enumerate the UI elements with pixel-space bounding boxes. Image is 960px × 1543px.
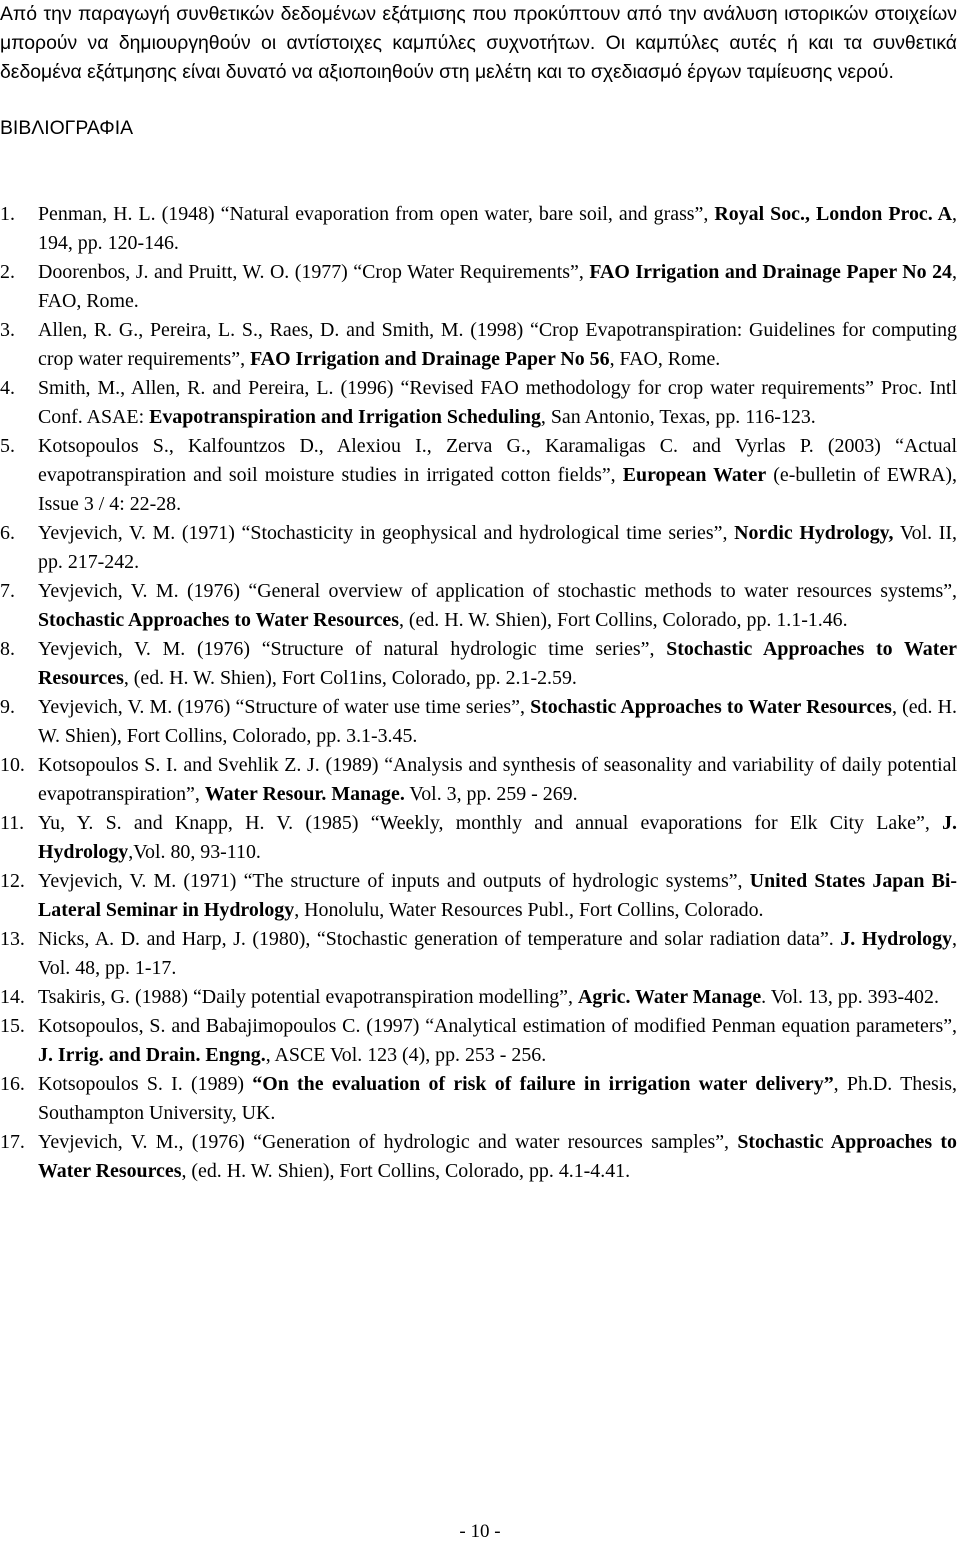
reference-number: 3. xyxy=(0,319,15,341)
reference-source: J. Irrig. and Drain. Engng. xyxy=(38,1044,266,1066)
reference-text: Yevjevich, V. M. (1976) “General overview of application of stochastic methods to water resources systems”, xyxy=(38,580,957,602)
reference-text: Kotsopoulos, S. and Babajimopoulos C. (1997) “Analytical estimation of modified Penman equation parameters”, xyxy=(38,1015,957,1037)
reference-details: , (ed. H. W. Shien), Fort Collins, Colorado, pp. 1.1-1.46. xyxy=(398,609,848,631)
reference-text: Yevjevich, V. M., (1976) “Generation of hydrologic and water resources samples”, xyxy=(38,1131,738,1153)
reference-details: , Ph.D. Thesis, Southampton University, UK. xyxy=(38,1073,958,1124)
reference-list xyxy=(0,200,957,1186)
reference-number: 11. xyxy=(0,812,25,834)
reference-details: , Vol. 48, pp. 1-17. xyxy=(38,928,957,979)
reference-item xyxy=(0,751,957,809)
reference-source: J. Hydrology xyxy=(38,812,957,863)
reference-text: Kotsopoulos S., Kalfountzos D., Alexiou I., Zerva G., Karamaligas C. and Vyrlas P. (2003) “Actual evapotranspiration and soil moisture studies in irrigated cotton fields”, xyxy=(38,435,957,486)
reference-details: , San Antonio, Texas, pp. 116-123. xyxy=(540,406,816,428)
reference-item xyxy=(0,925,957,983)
reference-text: Yevjevich, V. M. (1976) “Structure of natural hydrologic time series”, xyxy=(38,638,667,660)
reference-item xyxy=(0,983,957,1012)
reference-source: Water Resour. Manage. xyxy=(204,783,405,805)
reference-source: United States Japan Bi-Lateral Seminar in Hydrology xyxy=(38,870,957,921)
reference-text: Yevjevich, V. M. (1976) “Structure of water use time series”, xyxy=(38,696,531,718)
reference-number: 7. xyxy=(0,580,15,602)
reference-text: Penman, H. L. (1948) “Natural evaporation from open water, bare soil, and grass”, xyxy=(38,203,715,225)
reference-text: Yevjevich, V. M. (1971) “The structure of inputs and outputs of hydrologic systems”, xyxy=(38,870,750,892)
reference-item xyxy=(0,867,957,925)
reference-source: Stochastic Approaches to Water Resources xyxy=(38,1131,957,1182)
reference-number: 12. xyxy=(0,870,25,892)
reference-number: 2. xyxy=(0,261,15,283)
reference-number: 4. xyxy=(0,377,15,399)
reference-item xyxy=(0,519,957,577)
reference-details: , FAO, Rome. xyxy=(609,348,721,370)
reference-details: Vol. II, pp. 217-242. xyxy=(38,522,957,573)
reference-number: 15. xyxy=(0,1015,25,1037)
reference-details: , (ed. H. W. Shien), Fort Collins, Colorado, pp. 3.1-3.45. xyxy=(38,696,957,747)
reference-source: Nordic Hydrology, xyxy=(734,522,894,544)
reference-item xyxy=(0,432,957,519)
page-number: - 10 - xyxy=(459,1521,501,1542)
reference-source: Stochastic Approaches to Water Resources xyxy=(530,696,892,718)
reference-text: Kotsopoulos S. I. and Svehlik Z. J. (1989) “Analysis and synthesis of seasonality and variability of daily potential evapotranspiration”, xyxy=(38,754,957,805)
reference-source: FAO Irrigation and Drainage Paper No 24 xyxy=(589,261,953,283)
reference-number: 6. xyxy=(0,522,15,544)
reference-item xyxy=(0,635,957,693)
reference-item xyxy=(0,1128,957,1186)
reference-text: Yu, Y. S. and Knapp, H. V. (1985) “Weekly, monthly and annual evaporations for Elk City Lake”, xyxy=(38,812,943,834)
reference-number: 8. xyxy=(0,638,15,660)
reference-number: 14. xyxy=(0,986,25,1008)
reference-item xyxy=(0,809,957,867)
bibliography-heading: ΒΙΒΛΙΟΓΡΑΦΙΑ xyxy=(0,117,134,139)
reference-text: Allen, R. G., Pereira, L. S., Raes, D. and Smith, M. (1998) “Crop Evapotranspiration: Guidelines for computing crop water requirements”, xyxy=(38,319,957,370)
reference-number: 10. xyxy=(0,754,25,776)
reference-item xyxy=(0,693,957,751)
reference-text: Yevjevich, V. M. (1971) “Stochasticity in geophysical and hydrological time series”, xyxy=(38,522,735,544)
reference-details: . Vol. 13, pp. 393-402. xyxy=(761,986,939,1008)
reference-details: (e-bulletin of EWRA), Issue 3 / 4: 22-28. xyxy=(38,464,958,515)
reference-details: , (ed. H. W. Shien), Fort Col1ins, Colorado, pp. 2.1-2.59. xyxy=(123,667,577,689)
reference-text: Doorenbos, J. and Pruitt, W. O. (1977) “Crop Water Requirements”, xyxy=(38,261,590,283)
reference-source: Stochastic Approaches to Water Resources xyxy=(38,638,957,689)
reference-source: Agric. Water Manage xyxy=(577,986,762,1008)
reference-number: 16. xyxy=(0,1073,25,1095)
reference-details: , FAO, Rome. xyxy=(38,261,957,312)
reference-source: Royal Soc., London Proc. A xyxy=(714,203,953,225)
reference-details: , Honolulu, Water Resources Publ., Fort Collins, Colorado. xyxy=(294,899,764,921)
reference-item xyxy=(0,1012,957,1070)
reference-number: 13. xyxy=(0,928,25,950)
reference-item xyxy=(0,200,957,258)
reference-source: Stochastic Approaches to Water Resources xyxy=(38,609,399,631)
reference-item xyxy=(0,258,957,316)
reference-text: Tsakiris, G. (1988) “Daily potential evapotranspiration modelling”, xyxy=(38,986,578,1008)
reference-source: FAO Irrigation and Drainage Paper No 56 xyxy=(250,348,610,370)
reference-source: J. Hydrology xyxy=(840,928,953,950)
reference-item xyxy=(0,577,957,635)
reference-text: Kotsopoulos S. I. (1989) xyxy=(38,1073,253,1095)
reference-number: 17. xyxy=(0,1131,25,1153)
reference-number: 9. xyxy=(0,696,15,718)
reference-details: , 194, pp. 120-146. xyxy=(38,203,958,254)
reference-item xyxy=(0,374,957,432)
reference-item xyxy=(0,316,957,374)
reference-number: 1. xyxy=(0,203,15,225)
reference-source: “On the evaluation of risk of failure in irrigation water delivery” xyxy=(252,1073,834,1095)
reference-details: ,Vol. 80, 93-110. xyxy=(128,841,261,863)
intro-paragraph: Από την παραγωγή συνθετικών δεδομένων εξάτμισης που προκύπτουν από την ανάλυση ιστορικών στοιχείων μπορούν να δημιουργηθούν οι αντίστοιχες καμπύλες συχνοτήτων. Οι καμπύλες αυτές ή και τα συνθετικά δεδομένα εξάτμησης είναι δυνατό να αξιοποιηθούν στη μελέτη και το σχεδιασμό έργων ταμίευσης νερού. xyxy=(0,3,957,83)
reference-text: Smith, M., Allen, R. and Pereira, L. (1996) “Revised FAO methodology for crop water requirements” Proc. Intl Conf. ASAE: xyxy=(38,377,957,428)
reference-source: Evapotranspiration and Irrigation Scheduling xyxy=(149,406,541,428)
reference-number: 5. xyxy=(0,435,15,457)
reference-text: Nicks, A. D. and Harp, J. (1980), “Stochastic generation of temperature and solar radiation data”. xyxy=(38,928,841,950)
reference-source: European Water xyxy=(622,464,767,486)
reference-details: Vol. 3, pp. 259 - 269. xyxy=(404,783,578,805)
reference-details: , (ed. H. W. Shien), Fort Collins, Colorado, pp. 4.1-4.41. xyxy=(181,1160,631,1182)
reference-details: , ASCE Vol. 123 (4), pp. 253 - 256. xyxy=(265,1044,547,1066)
reference-item xyxy=(0,1070,957,1128)
